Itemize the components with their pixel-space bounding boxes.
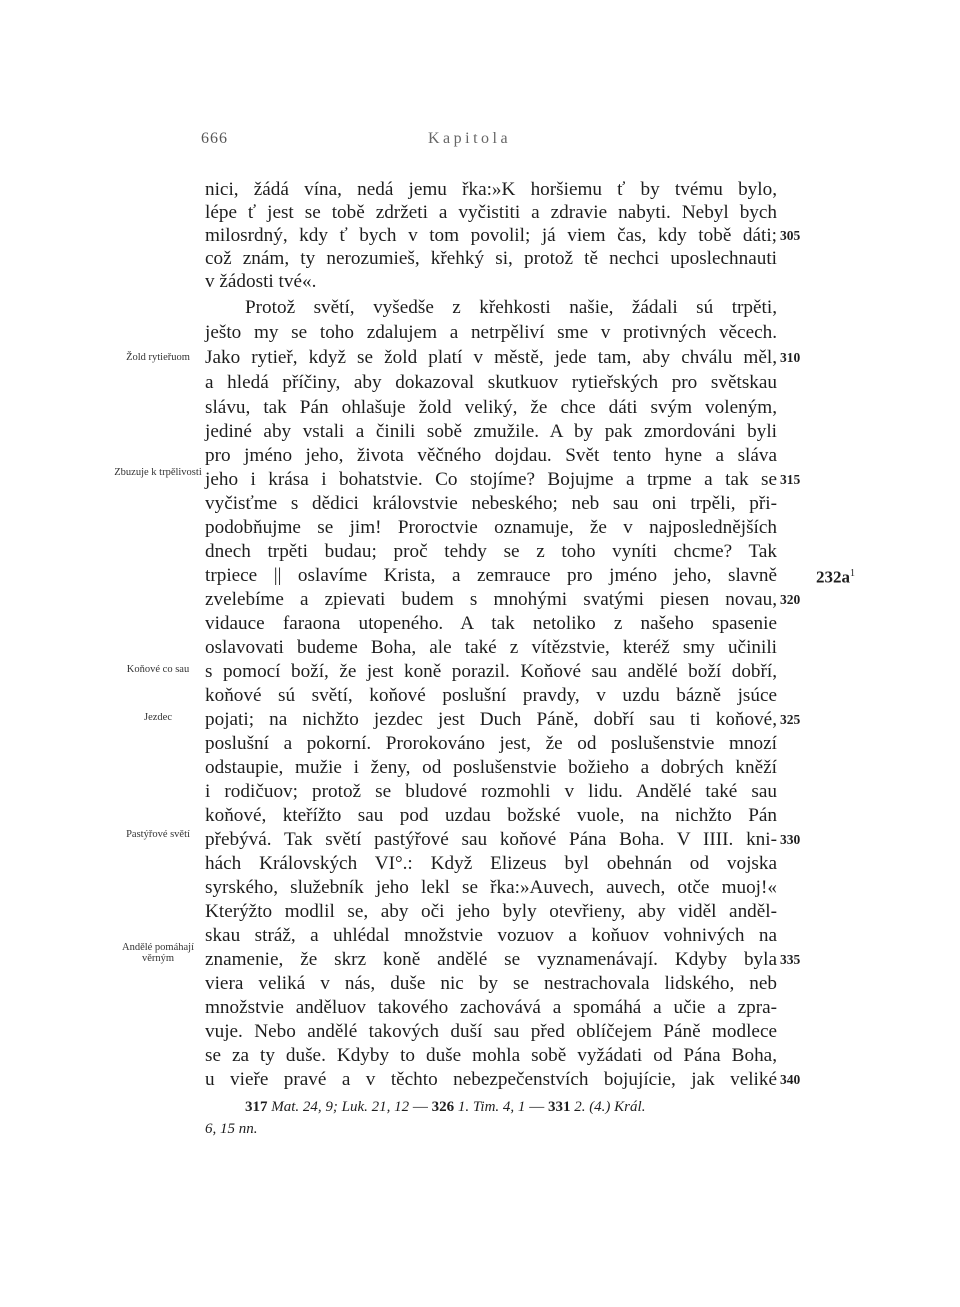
body-line: znamenie, že skrz koně andělé se vyznamenávají. Kdyby byla (205, 949, 777, 970)
footnote-reference: 2. (4.) Král. (574, 1099, 646, 1115)
margin-note: Zbuzuje k trpělivosti (114, 467, 202, 478)
margin-note: Jezdec (144, 712, 172, 723)
body-line: jediné aby vstali a činili sobě zmužile. A by pak zmordováni byli (205, 421, 777, 442)
line-number: 335 (780, 952, 801, 967)
body-line: viera veliká v nás, duše nic by se nestrachovala lidského, neb (205, 973, 777, 994)
footnote-reference: 1. Tim. 4, 1 (457, 1099, 526, 1115)
body-line: podobňujme se jim! Proroctvie oznamuje, že v najposlednějších (205, 517, 777, 538)
folio-marker (816, 562, 855, 589)
body-line: zvelebíme a zpievati budem s mnohými svatými piesen novau, (205, 589, 777, 610)
folio-superscript: 1 (850, 568, 855, 579)
line-number: 315 (780, 472, 801, 487)
body-line: oslavovati budeme Boha, ale také z vítězstvie, kteréž smy učinili (205, 637, 777, 658)
body-line: odstaupie, mužie i ženy, od poslušenstvie božieho a dobrých kněží (205, 757, 777, 778)
line-number: 310 (780, 350, 801, 365)
body-line: se za ty duše. Kdyby to duše mohla sobě vyžádati od Pána Boha, (205, 1045, 777, 1066)
body-line: vuje. Nebo andělé takových duší sau před oblíčejem Páně modlece (205, 1021, 777, 1042)
body-line: koňové, kteřížto sau pod uzdau božské vuole, na nichžto Pán (205, 805, 777, 826)
footnote (205, 1096, 777, 1140)
body-line: přebývá. Tak světí pastýřové sau koňové Pána Boha. V IIII. kni- (205, 829, 777, 850)
body-line: vyčisťme s dědici královstvie nebeského; neb sau oni trpěli, při- (205, 493, 777, 514)
body-line: Jako rytieř, když se žold platí v městě, jede tam, aby chválu měl, (205, 347, 777, 368)
line-number: 320 (780, 592, 801, 607)
body-line: množstvie anděluov takového zachovává a spomáhá a učie a zpra- (205, 997, 777, 1018)
body-line: poslušní a pokorní. Prorokováno jest, že od poslušenstvie mnozí (205, 733, 777, 754)
body-line: což znám, ty nerozumieš, křehký si, protož tě nechci uposlechnauti (205, 248, 777, 269)
line-number: 340 (780, 1072, 801, 1087)
margin-note: Koňové co sau (126, 664, 190, 675)
page-header (0, 130, 960, 154)
body-line: milosrdný, kdy ť bych v tom povolil; já viem čas, kdy tobě dáti; (205, 225, 777, 246)
body-line: jeho i krása i bohatstvie. Co stojíme? Bojujme a trpme a tak se (205, 469, 777, 490)
body-line: v žádosti tvé«. (205, 271, 317, 292)
body-line: nici, žádá vína, nedá jemu řka:»K horšiemu ť by tvému bylo, (205, 179, 777, 200)
margin-note: Pastýřové světí (126, 829, 190, 840)
footnote-line-number: 331 (547, 1099, 571, 1115)
footnote-line-number: 317 (245, 1099, 268, 1115)
body-line: lépe ť jest se tobě zdržeti a vyčistiti a zdravie nabyti. Nebyl bych (205, 202, 777, 223)
folio-text: 232a (816, 567, 850, 587)
body-line: i rodičuov; protož se bludové rozmohli v lidu. Andělé také sau (205, 781, 777, 802)
page-number: 666 (201, 130, 228, 147)
footnote-line-number: 326 (431, 1099, 455, 1115)
body-line: ješto my se toho zdalujem a netrpěliví sme v protivných věcech. (205, 322, 777, 343)
body-line: a hledá příčiny, aby dokazoval skutkuov rytieřských pro světskau (205, 372, 777, 393)
body-line: koňové sú světí, koňové poslušní pravdy, v uzdu bázně jsúce (205, 685, 777, 706)
footnote-dash: — (529, 1099, 545, 1115)
footnote-line (205, 1096, 777, 1118)
footnote-dash: — (412, 1099, 428, 1115)
body-line: slávu, tak Pán ohlašuje žold veliký, že chce dáti svým voleným, (205, 397, 777, 418)
body-line: syrského, služebník jeho lekl se řka:»Auvech, auvech, otče muoj!« (205, 877, 777, 898)
footnote-reference-continued: 6, 15 nn. (205, 1121, 258, 1137)
margin-note: Andělé pomáhají věrným (121, 942, 195, 964)
line-number: 305 (780, 228, 801, 243)
body-line: trpiece || oslavíme Krista, a zemrauce pro jméno jeho, slavně (205, 565, 777, 586)
body-line: hách Královských VI°.: Když Elizeus byl obehnán od vojska (205, 853, 777, 874)
body-line: pro jméno jeho, života věčného dojdau. Svět tento hyne a sláva (205, 445, 777, 466)
line-number: 330 (780, 832, 801, 847)
footnote-reference: Mat. 24, 9; Luk. 21, 12 (271, 1099, 410, 1115)
body-line: skau stráž, a uhlédal množstvie vozuov a koňuov vohnivých na (205, 925, 777, 946)
body-line: Kterýžto modlil se, aby oči jeho byly otevřieny, aby viděl anděl- (205, 901, 777, 922)
line-number: 325 (780, 712, 801, 727)
body-line: Protož světí, vyšedše z křehkosti našie, žádali sú trpěti, (245, 297, 777, 318)
body-line: vidauce faraona utopeného. A tak netoliko z našeho spasenie (205, 613, 777, 634)
body-line: pojati; na nichžto jezdec jest Duch Páně, dobří sau ti koňové, (205, 709, 777, 730)
margin-note: Žold rytieřuom (126, 352, 190, 363)
body-line: dnech trpěti budau; proč tehdy se z toho vyníti chcme? Tak (205, 541, 777, 562)
body-line: s pomocí boží, že jest koně porazil. Koňové sau andělé boží dobří, (205, 661, 777, 682)
body-line: u vieře pravé a v těchto nebezpečenstvích bojujície, jak veliké (205, 1069, 777, 1090)
running-title: Kapitola (428, 130, 512, 147)
